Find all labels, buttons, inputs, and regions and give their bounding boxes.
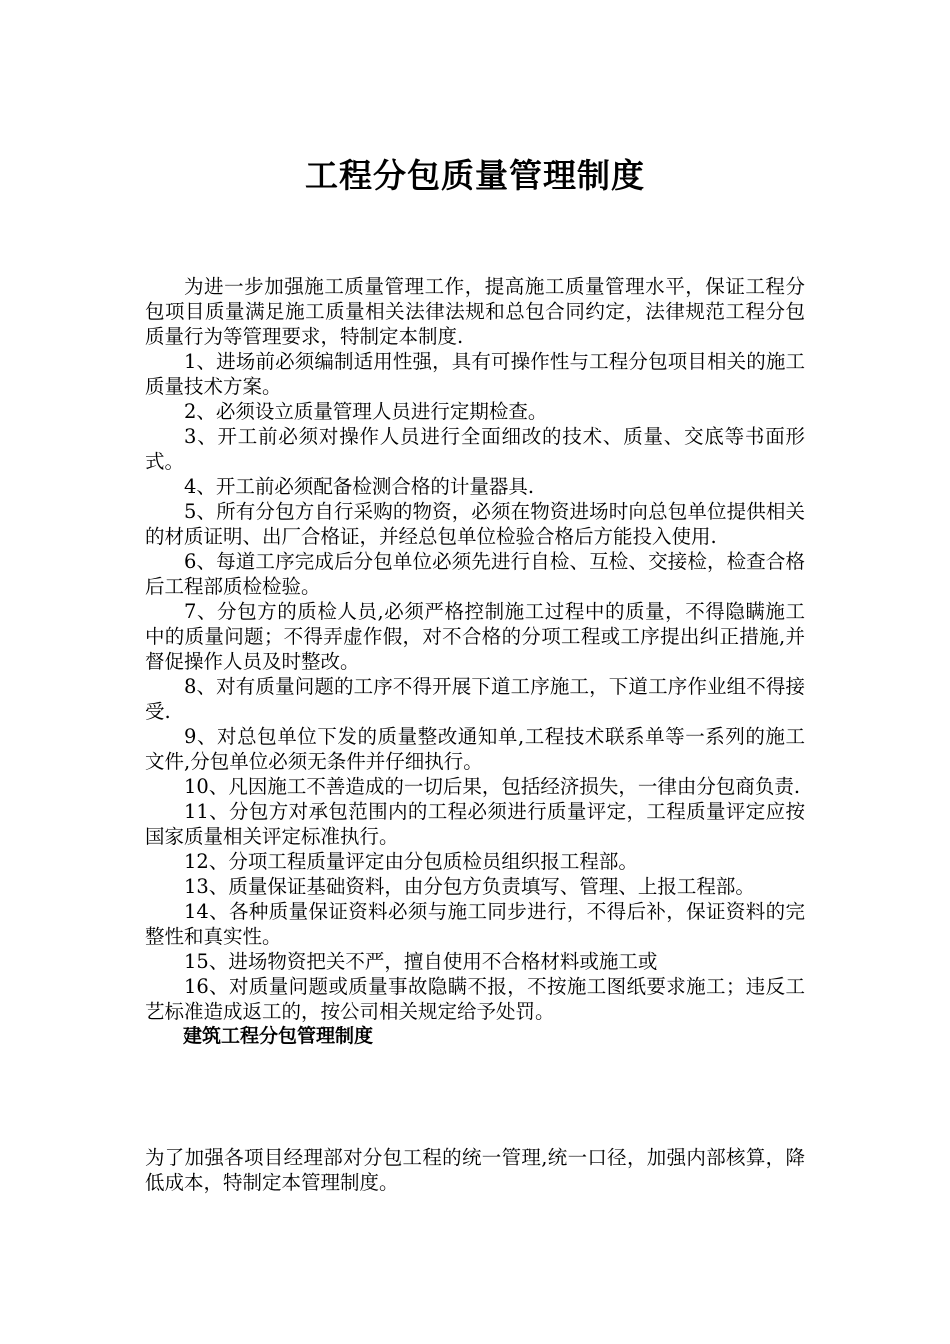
clause-6: 6、每道工序完成后分包单位必须先进行自检、互检、交接检，检查合格后工程部质检检验。 [145,550,805,598]
clause-14: 14、各种质量保证资料必须与施工同步进行，不得后补，保证资料的完整性和真实性。 [145,900,805,948]
clause-8: 8、对有质量问题的工序不得开展下道工序施工，下道工序作业组不得接受. [145,675,805,723]
document-title: 工程分包质量管理制度 [305,156,645,195]
clause-3: 3、开工前必须对操作人员进行全面细改的技术、质量、交底等书面形式。 [145,425,805,473]
clause-4: 4、开工前必须配备检测合格的计量器具. [184,475,535,498]
clause-5: 5、所有分包方自行采购的物资，必须在物资进场时向总包单位提供相关的材质证明、出厂合格证，并经总包单位检验合格后方能投入使用. [145,500,805,548]
document-body [145,274,805,1049]
clause-10: 10、凡因施工不善造成的一切后果，包括经济损失，一律由分包商负责. [184,775,801,798]
intro-paragraph: 为进一步加强施工质量管理工作，提高施工质量管理水平，保证工程分包项目质量满足施工质量相关法律法规和总包合同约定，法律规范工程分包质量行为等管理要求，特制定本制度. [145,275,805,348]
closing-paragraph: 为了加强各项目经理部对分包工程的统一管理,统一口径，加强内部核算，降低成本，特制定本管理制度。 [145,1146,805,1194]
clause-2: 2、必须设立质量管理人员进行定期检查。 [184,400,548,423]
clause-11: 11、分包方对承包范围内的工程必须进行质量评定，工程质量评定应按国家质量相关评定标准执行。 [145,800,805,848]
clause-1: 1、进场前必须编制适用性强，具有可操作性与工程分包项目相关的施工质量技术方案。 [145,350,805,398]
clause-7: 7、分包方的质检人员,必须严格控制施工过程中的质量，不得隐瞒施工中的质量问题；不得弄虚作假，对不合格的分项工程或工序提出纠正措施,并督促操作人员及时整改。 [145,600,805,673]
clause-16: 16、对质量问题或质量事故隐瞒不报，不按施工图纸要求施工；违反工艺标准造成返工的，按公司相关规定给予处罚。 [145,975,805,1023]
clause-9: 9、对总包单位下发的质量整改通知单,工程技术联系单等一系列的施工文件,分包单位必须无条件并仔细执行。 [145,725,805,773]
clause-15: 15、进场物资把关不严，擅自使用不合格材料或施工或 [184,950,658,973]
clause-12: 12、分项工程质量评定由分包质检员组织报工程部。 [184,850,638,873]
section-subheading: 建筑工程分包管理制度 [183,1025,374,1047]
clause-13: 13、质量保证基础资料，由分包方负责填写、管理、上报工程部。 [184,875,755,898]
